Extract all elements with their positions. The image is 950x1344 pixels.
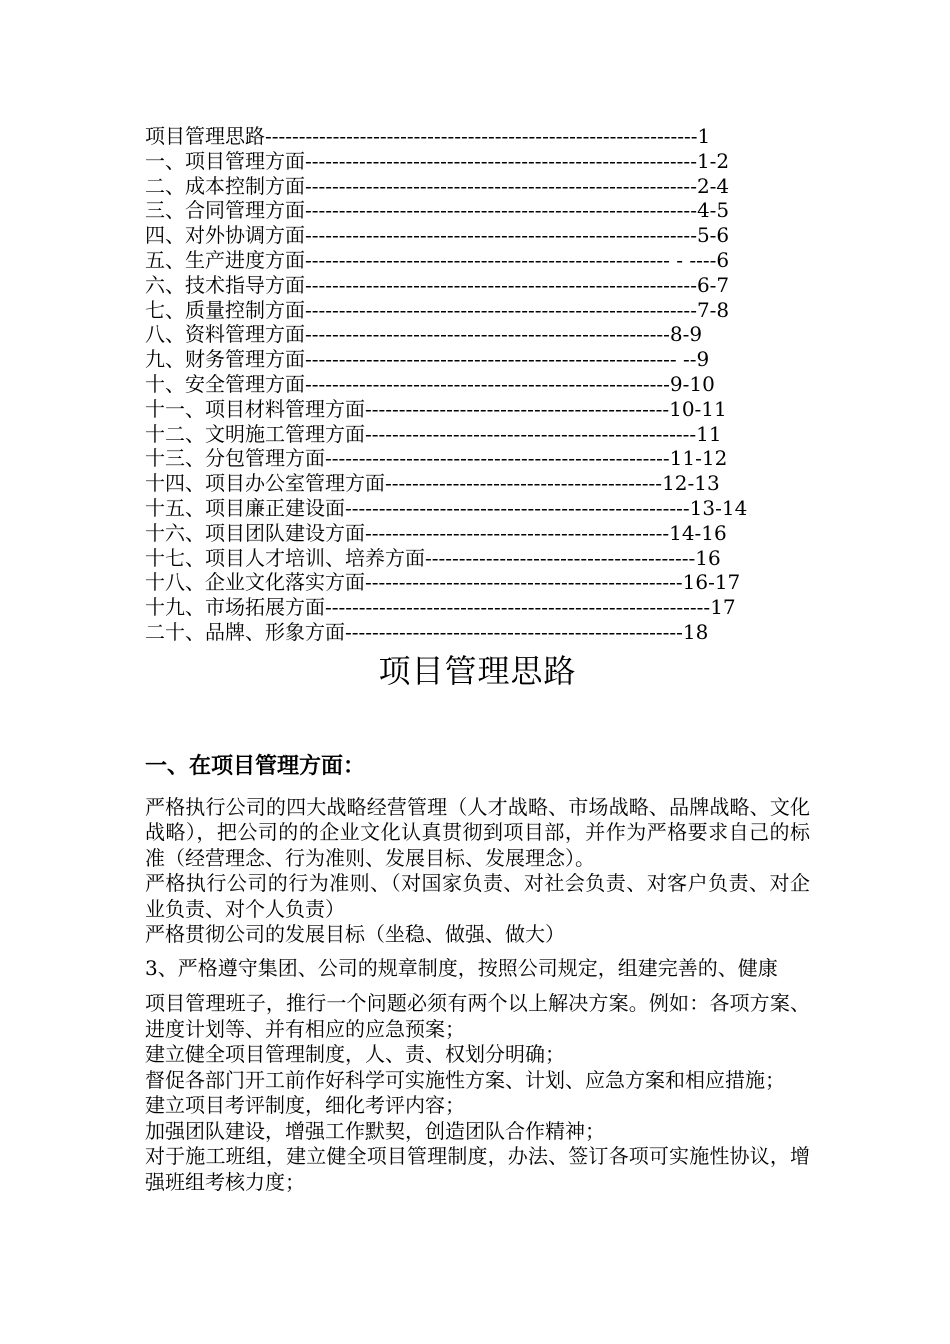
table-of-contents	[145, 124, 810, 645]
document-title: 项目管理思路	[378, 651, 577, 690]
toc-entry: 十九、市场拓展方面---------------------------------------------------------17	[145, 595, 736, 620]
paragraph: 项目管理班子，推行一个问题必须有两个以上解决方案。例如：各项方案、进度计划等、并有相应的应急预案；	[145, 991, 810, 1041]
paragraph-item-3: 3、严格遵守集团、公司的规章制度，按照公司规定，组建完善的、健康	[145, 955, 778, 980]
paragraph: 严格贯彻公司的发展目标（坐稳、做强、做大）	[145, 922, 565, 947]
toc-entry: 十二、文明施工管理方面-------------------------------------------------11	[145, 421, 722, 446]
section-heading: 一、在项目管理方面：	[145, 753, 366, 779]
toc-entry: 三、合同管理方面----------------------------------------------------------4-5	[145, 198, 730, 223]
toc-entry: 十、安全管理方面------------------------------------------------------9-10	[145, 371, 715, 396]
toc-entry: 五、生产进度方面------------------------------------------------------ - ----6	[145, 247, 730, 272]
toc-entry: 八、资料管理方面------------------------------------------------------8-9	[145, 322, 703, 347]
toc-entry: 七、质量控制方面----------------------------------------------------------7-8	[145, 297, 730, 322]
paragraph: 对于施工班组，建立健全项目管理制度，办法、签订各项可实施性协议，增强班组考核力度；	[145, 1144, 810, 1194]
toc-entry: 十一、项目材料管理方面---------------------------------------------10-11	[145, 396, 727, 421]
toc-entry: 六、技术指导方面----------------------------------------------------------6-7	[145, 272, 730, 297]
toc-entry: 九、财务管理方面------------------------------------------------------- --9	[145, 347, 710, 372]
paragraph: 督促各部门开工前作好科学可实施性方案、计划、应急方案和相应措施；	[145, 1067, 785, 1092]
toc-entry: 二十、品牌、形象方面--------------------------------------------------18	[145, 619, 709, 644]
toc-entry: 四、对外协调方面----------------------------------------------------------5-6	[145, 223, 730, 248]
paragraph: 严格执行公司的四大战略经营管理（人才战略、市场战略、品牌战略、文化战略），把公司的的企业文化认真贯彻到项目部，并作为严格要求自己的标准（经营理念、行为准则、发展目标、发展理念）。	[145, 794, 810, 870]
paragraph: 加强团队建设，增强工作默契，创造团队合作精神；	[145, 1118, 605, 1143]
document-page	[145, 124, 810, 1195]
paragraph: 严格执行公司的行为准则、（对国家负责、对社会负责、对客户负责、对企业负责、对个人负责）	[145, 871, 810, 921]
toc-entry: 十四、项目办公室管理方面-----------------------------------------12-13	[145, 471, 720, 496]
paragraph: 建立健全项目管理制度，人、责、权划分明确；	[145, 1042, 565, 1067]
toc-entry: 十七、项目人才培训、培养方面----------------------------------------16	[145, 545, 721, 570]
toc-entry: 二、成本控制方面----------------------------------------------------------2-4	[145, 173, 730, 198]
toc-entry: 十五、项目廉正建设面---------------------------------------------------13-14	[145, 495, 748, 520]
toc-entry: 项目管理思路----------------------------------------------------------------1	[145, 124, 711, 148]
toc-entry: 十三、分包管理方面---------------------------------------------------11-12	[145, 446, 728, 471]
toc-entry: 十六、项目团队建设方面---------------------------------------------14-16	[145, 520, 727, 545]
toc-entry: 十八、企业文化落实方面-----------------------------------------------16-17	[145, 570, 741, 595]
toc-entry: 一、项目管理方面----------------------------------------------------------1-2	[145, 148, 730, 173]
paragraph: 建立项目考评制度，细化考评内容；	[145, 1093, 465, 1118]
